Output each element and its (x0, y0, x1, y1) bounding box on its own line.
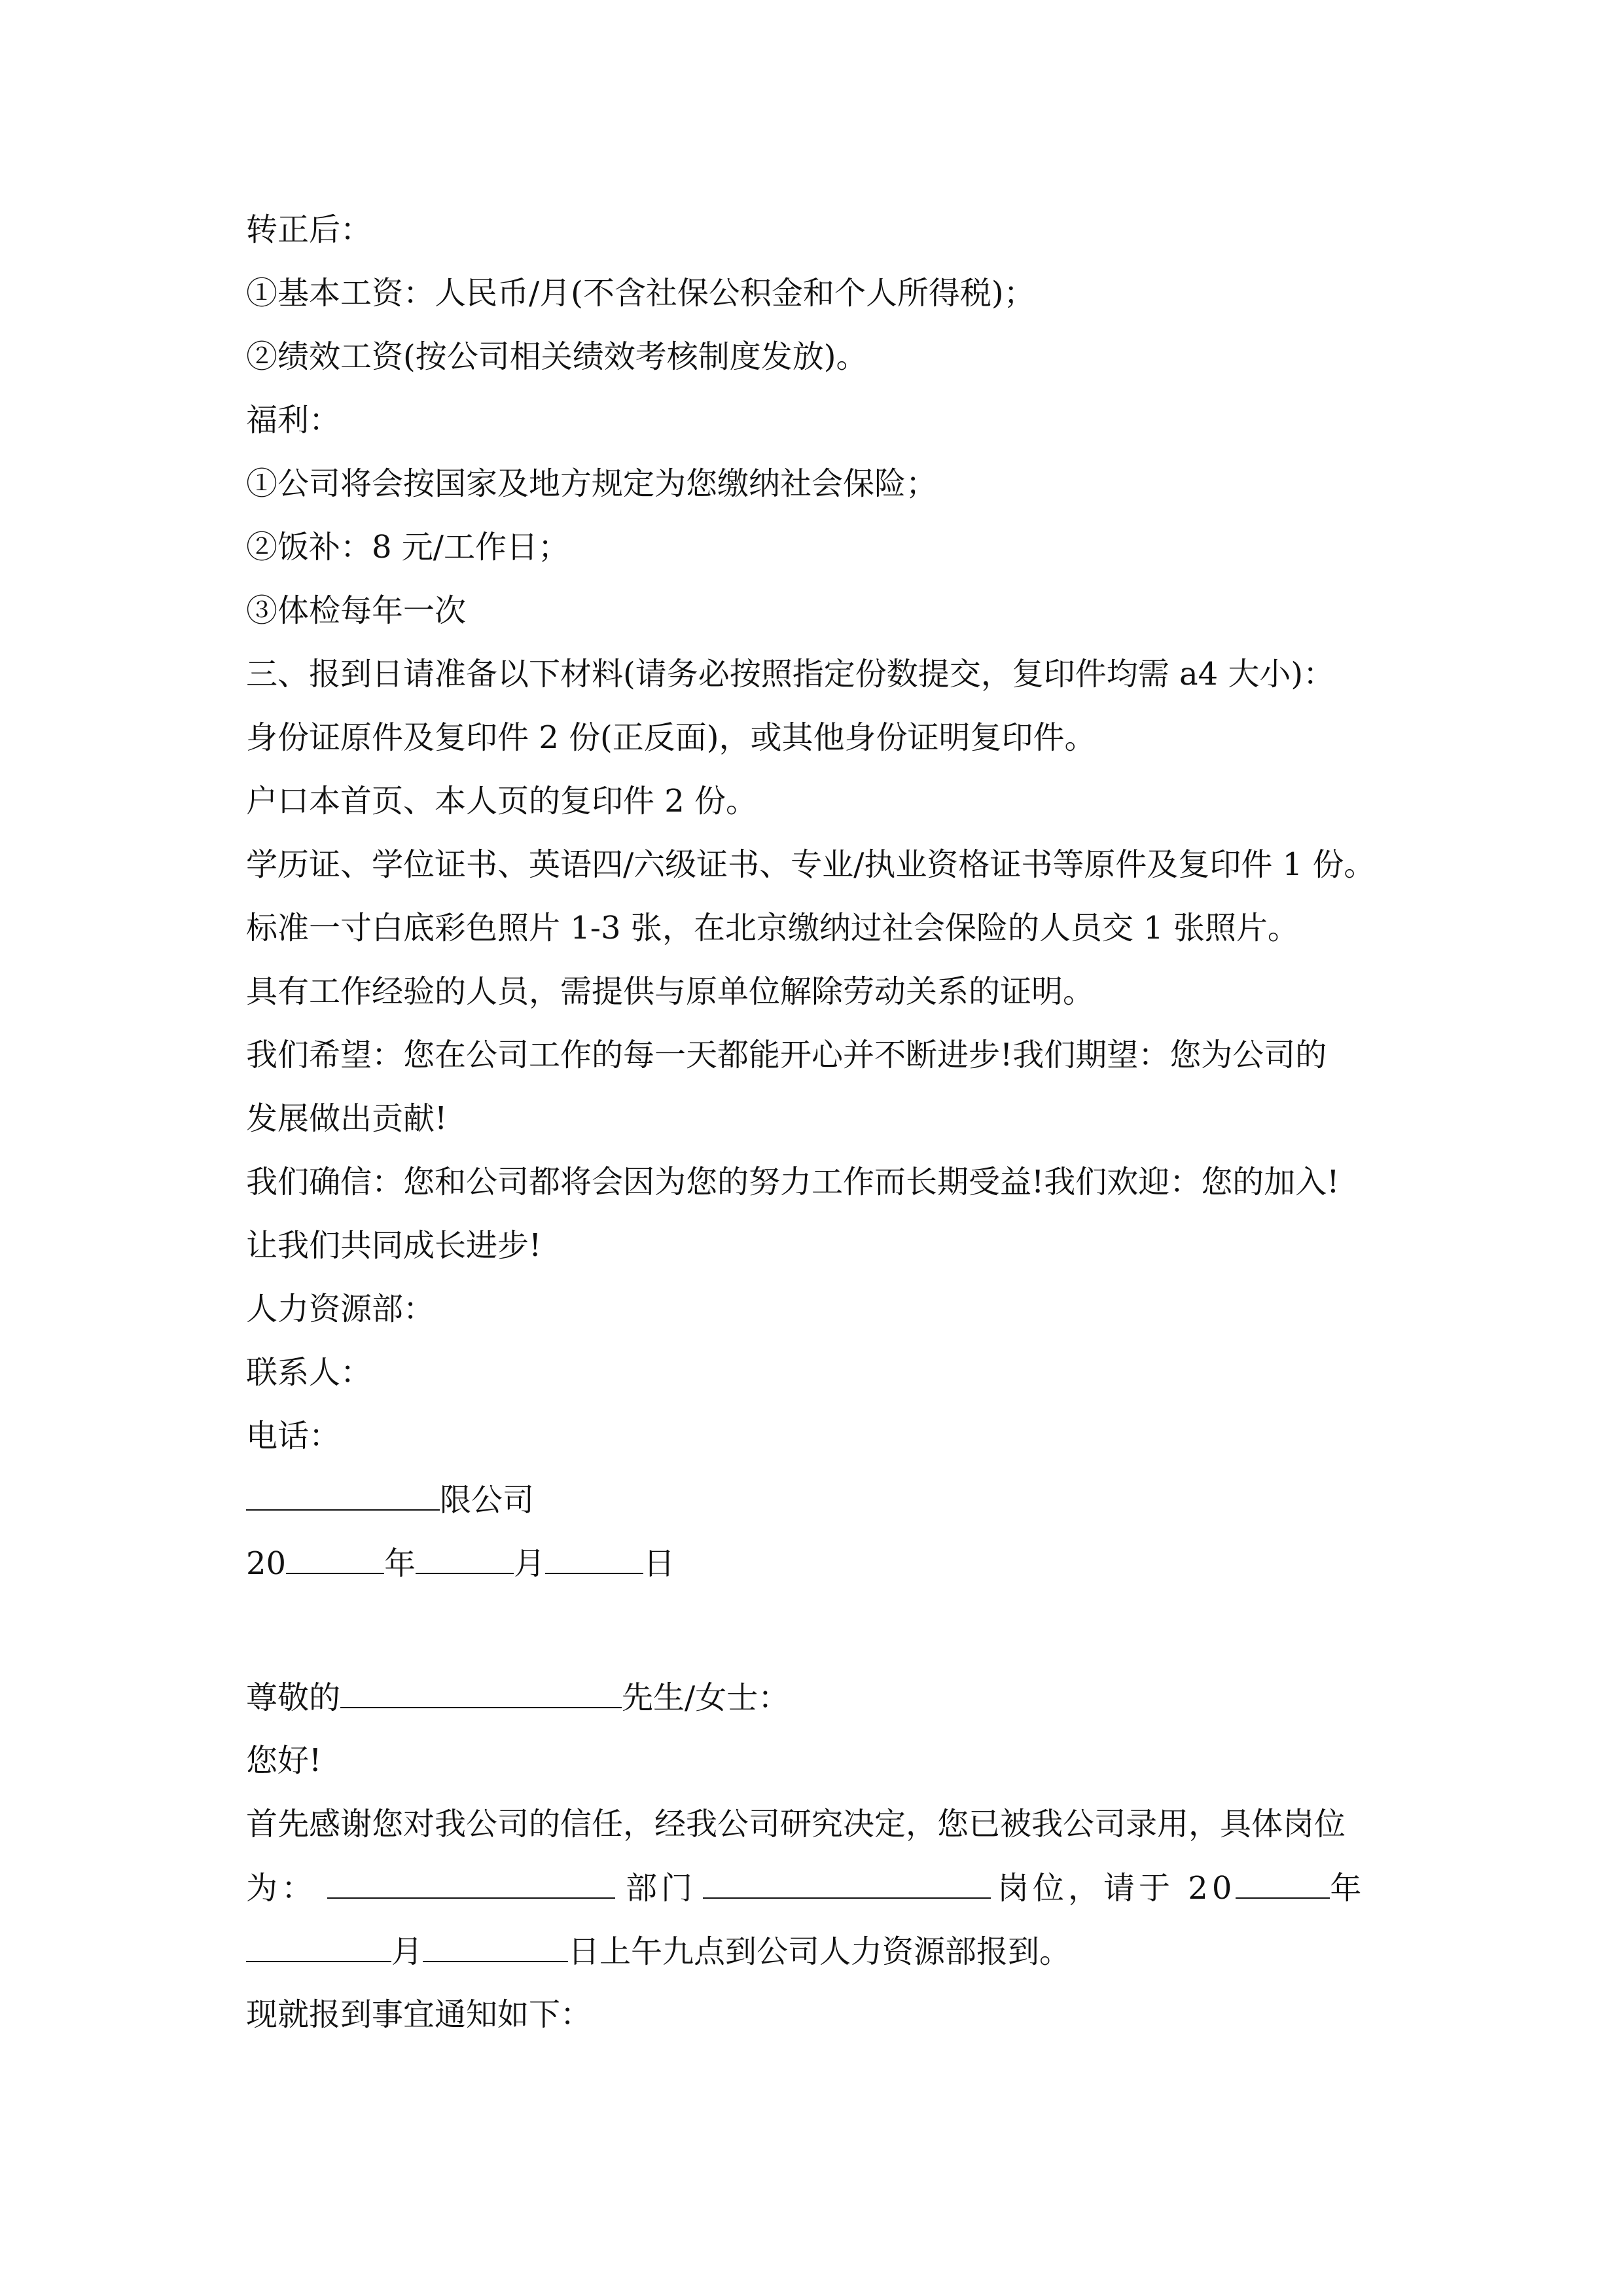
text-line: 我们确信：您和公司都将会因为您的努力工作而长期受益!我们欢迎：您的加入! (246, 1164, 1340, 1200)
text-line: 标准一寸白底彩色照片 1-3 张，在北京缴纳过社会保险的人员交 1 张照片。 (246, 910, 1299, 946)
text-line: 人力资源部： (246, 1291, 435, 1327)
post-label: 岗位，请于 20 (997, 1870, 1236, 1907)
day-label: 日 (643, 1545, 675, 1582)
text-line: 电话： (246, 1418, 341, 1454)
day-blank (545, 1543, 643, 1574)
text-line: ②饭补：8 元/工作日； (246, 529, 569, 565)
company-suffix: 限公司 (440, 1482, 535, 1518)
text-line: ①公司将会按国家及地方规定为您缴纳社会保险； (246, 465, 938, 502)
name-blank (340, 1677, 622, 1708)
day-blank-2 (423, 1931, 568, 1962)
text-line: 发展做出贡献! (246, 1100, 448, 1137)
department-label: 部门 (626, 1870, 697, 1907)
greeting-line (246, 1677, 789, 1717)
year-blank (286, 1543, 384, 1574)
position-line (246, 1867, 1365, 1908)
text-line: 联系人： (246, 1354, 372, 1391)
text-line: 首先感谢您对我公司的信任，经我公司研究决定，您已被我公司录用，具体岗位 (246, 1806, 1346, 1842)
year-blank-2 (1236, 1867, 1330, 1899)
company-blank (246, 1479, 440, 1511)
post-blank (703, 1867, 991, 1899)
text-line: 三、报到日请准备以下材料(请务必按照指定份数提交，复印件均需 a4 大小)： (246, 656, 1335, 692)
text-line: 您好! (246, 1742, 322, 1779)
date-line (246, 1543, 675, 1583)
text-line: ②绩效工资(按公司相关绩效考核制度发放)。 (246, 338, 868, 375)
month-label-2: 月 (391, 1933, 423, 1970)
date-prefix: 20 (246, 1545, 287, 1582)
text-line: 具有工作经验的人员，需提供与原单位解除劳动关系的证明。 (246, 973, 1095, 1010)
text-line: ③体检每年一次 (246, 592, 467, 629)
report-date-line (246, 1931, 1071, 1971)
year-label: 年 (384, 1545, 416, 1582)
text-line: 户口本首页、本人页的复印件 2 份。 (246, 783, 758, 819)
month-blank (416, 1543, 514, 1574)
month-label: 月 (514, 1545, 546, 1582)
text-line: 身份证原件及复印件 2 份(正反面)，或其他身份证明复印件。 (246, 719, 1096, 756)
greeting-suffix: 先生/女士： (622, 1679, 790, 1716)
position-prefix: 为： (246, 1870, 317, 1907)
department-blank (327, 1867, 615, 1899)
text-line: ①基本工资：人民币/月(不含社保公积金和个人所得税)； (246, 275, 1035, 312)
text-line: 现就报到事宜通知如下： (246, 1996, 592, 2033)
year-label-2: 年 (1330, 1870, 1366, 1907)
company-name-line (246, 1479, 534, 1520)
greeting-prefix: 尊敬的 (246, 1679, 341, 1716)
report-rest: 日上午九点到公司人力资源部报到。 (568, 1933, 1071, 1970)
text-line: 我们希望：您在公司工作的每一天都能开心并不断进步!我们期望：您为公司的 (246, 1037, 1327, 1073)
text-line: 福利： (246, 402, 341, 439)
text-line: 让我们共同成长进步! (246, 1227, 542, 1264)
month-blank-2 (246, 1931, 391, 1962)
text-line: 转正后： (246, 211, 372, 248)
text-line: 学历证、学位证书、英语四/六级证书、专业/执业资格证书等原件及复印件 1 份。 (246, 846, 1376, 883)
